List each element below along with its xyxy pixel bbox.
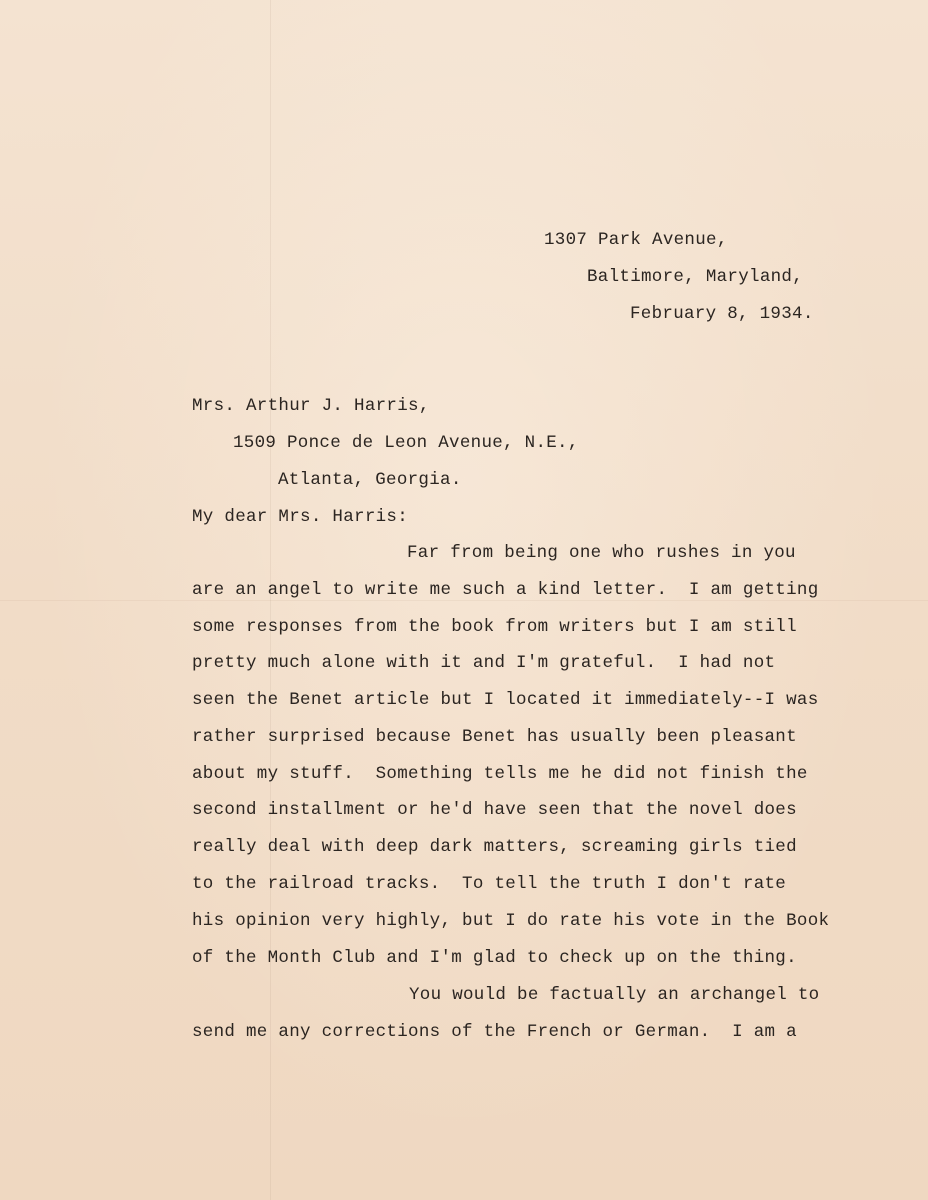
body-line: about my stuff. Something tells me he did not finish the bbox=[192, 764, 808, 784]
body-line: his opinion very highly, but I do rate his vote in the Book bbox=[192, 911, 830, 931]
recipient-street: 1509 Ponce de Leon Avenue, N.E., bbox=[233, 433, 579, 453]
body-line: are an angel to write me such a kind letter. I am getting bbox=[192, 580, 819, 600]
body-line: send me any corrections of the French or German. I am a bbox=[192, 1022, 797, 1042]
body-line: to the railroad tracks. To tell the truth I don't rate bbox=[192, 874, 787, 894]
body-line: Far from being one who rushes in you bbox=[407, 543, 796, 563]
body-line: of the Month Club and I'm glad to check up on the thing. bbox=[192, 948, 797, 968]
body-line: rather surprised because Benet has usually been pleasant bbox=[192, 727, 797, 747]
sender-city: Baltimore, Maryland, bbox=[587, 267, 804, 287]
letter-date: February 8, 1934. bbox=[630, 304, 814, 324]
body-line: some responses from the book from writers but I am still bbox=[192, 617, 797, 637]
salutation: My dear Mrs. Harris: bbox=[192, 507, 409, 527]
body-line: pretty much alone with it and I'm grateful. I had not bbox=[192, 653, 776, 673]
body-line: really deal with deep dark matters, screaming girls tied bbox=[192, 837, 797, 857]
recipient-name: Mrs. Arthur J. Harris, bbox=[192, 396, 430, 416]
body-line: seen the Benet article but I located it immediately--I was bbox=[192, 690, 819, 710]
sender-street: 1307 Park Avenue, bbox=[544, 230, 728, 250]
body-line: You would be factually an archangel to bbox=[409, 985, 820, 1005]
body-line: second installment or he'd have seen that the novel does bbox=[192, 800, 797, 820]
recipient-city: Atlanta, Georgia. bbox=[278, 470, 462, 490]
